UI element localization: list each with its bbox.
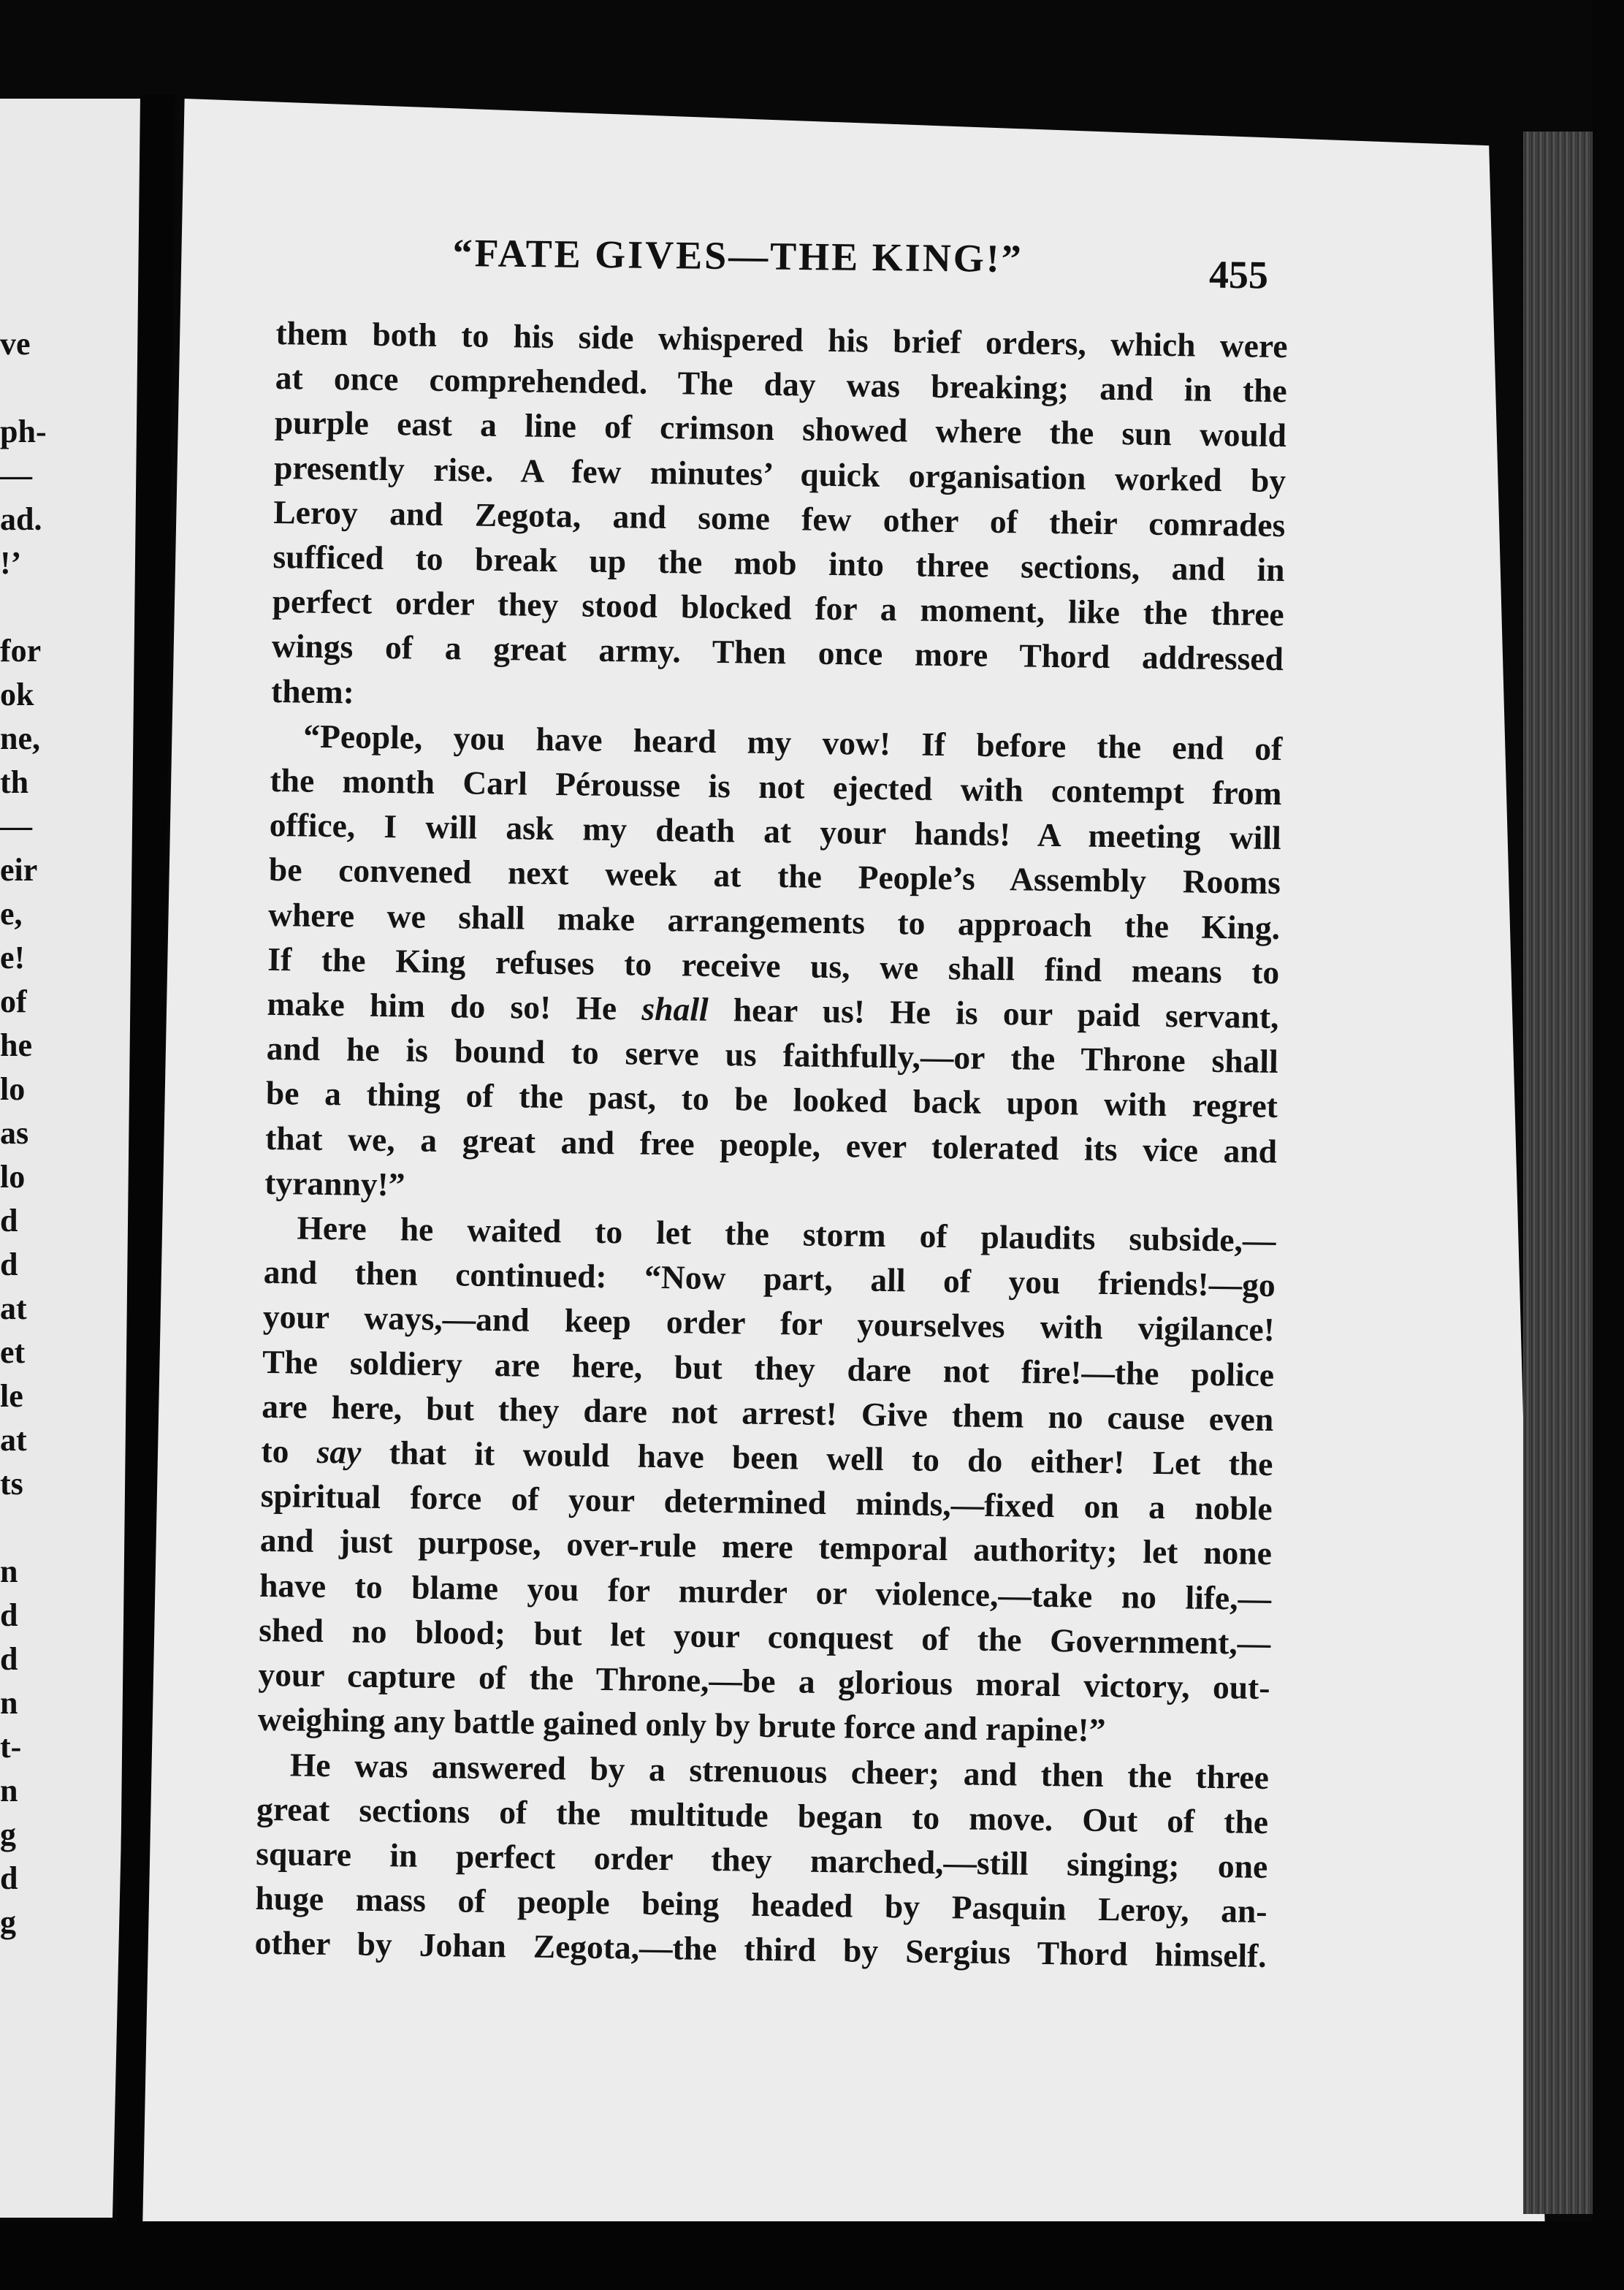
text-line: be convened next week at the People’s Assembly Rooms — [268, 851, 1281, 902]
previous-page-fragment: as — [0, 1115, 29, 1151]
previous-page-fragment: d — [0, 1641, 18, 1677]
running-head: “FATE GIVES—THE KING!” — [452, 230, 1024, 281]
text-line: other by Johan Zegota,—the third by Sergius Thord himself. — [254, 1924, 1267, 1975]
previous-page-fragment: g — [0, 1904, 16, 1940]
italic-word: shall — [641, 989, 709, 1028]
previous-page-fragment: ad. — [0, 501, 42, 537]
previous-page-fragment: — — [0, 457, 32, 493]
text-line: the month Carl Pérousse is not ejected with contempt from — [270, 761, 1282, 813]
text-line: shed no blood; but let your conquest of the Government,— — [259, 1610, 1271, 1662]
previous-page-fragment: — — [0, 808, 32, 844]
text-line: are here, but they dare not arrest! Give them no cause even — [262, 1387, 1274, 1438]
text-line: to say that it would have been well to do either! Let the — [261, 1431, 1273, 1483]
text-line: them both to his side whispered his brief orders, which were — [275, 313, 1288, 365]
previous-page-fragment: ok — [0, 677, 34, 712]
text-line: great sections of the multitude began to move. Out of the — [256, 1789, 1269, 1841]
text-line: sufficed to break up the mob into three sections, and in — [272, 537, 1285, 589]
previous-page-fragment: n — [0, 1553, 18, 1589]
previous-page-fragment: of — [0, 984, 27, 1019]
text-line: spiritual force of your determined minds,—fixed on a noble — [260, 1477, 1273, 1528]
page-number: 455 — [1208, 252, 1269, 297]
text-line: Here he waited to let the storm of plaudits subside,— — [297, 1209, 1276, 1260]
previous-page-fragment: n — [0, 1773, 18, 1808]
previous-page-fragment: at — [0, 1290, 27, 1326]
text-line: them: — [270, 672, 355, 711]
text-line: If the King refuses to receive us, we shall find means to — [267, 940, 1280, 991]
previous-page-fragment: n — [0, 1685, 18, 1721]
previous-page-fragment: eir — [0, 852, 38, 888]
text-line: that we, a great and free people, ever tolerated its vice and — [264, 1119, 1278, 1170]
previous-page-fragment: d — [0, 1860, 18, 1896]
previous-page-fragment: ne, — [0, 720, 40, 756]
previous-page-fragment: ph- — [0, 414, 47, 449]
page-block-edge — [1523, 132, 1593, 2214]
text-line: have to blame you for murder or violence,—take no life,— — [259, 1566, 1272, 1617]
previous-page-fragment: d — [0, 1203, 18, 1239]
previous-page-fragment: e, — [0, 896, 23, 932]
text-line: “People, you have heard my vow! If before the end of — [303, 717, 1283, 767]
right-border — [1593, 0, 1624, 2290]
text-line: perfect order they stood blocked for a moment, like the three — [272, 582, 1285, 634]
text-line: huge mass of people being headed by Pasquin Leroy, an- — [255, 1879, 1267, 1930]
text-line: presently rise. A few minutes’ quick organisation worked by — [273, 448, 1286, 499]
previous-page-fragment: !’ — [0, 545, 22, 581]
bottom-border — [0, 2221, 1624, 2290]
previous-page-fragment: lo — [0, 1159, 26, 1195]
previous-page-fragment: for — [0, 633, 42, 669]
previous-page-fragment: he — [0, 1027, 32, 1063]
text-line: where we shall make arrangements to approach the King. — [267, 895, 1281, 946]
text-line: and then continued: “Now part, all of you friends!—go — [263, 1253, 1276, 1304]
text-line: at once comprehended. The day was breaking; and in the — [275, 359, 1288, 410]
body-text — [254, 311, 1288, 1978]
previous-page-fragment: th — [0, 764, 29, 800]
previous-page-fragment: ts — [0, 1466, 23, 1502]
text-line: make him do so! He shall hear us! He is our paid servant, — [267, 984, 1279, 1036]
text-line: square in perfect order they marched,—still singing; one — [256, 1834, 1268, 1885]
text-line: He was answered by a strenuous cheer; and then the three — [289, 1745, 1270, 1796]
text-line: and just purpose, over-rule mere temporal authority; let none — [259, 1521, 1273, 1572]
previous-page-fragment: lo — [0, 1071, 26, 1107]
text-line: purple east a line of crimson showed where the sun would — [274, 403, 1287, 454]
text-line: Leroy and Zegota, and some few other of their comrades — [273, 492, 1286, 544]
previous-page-fragment: g — [0, 1817, 16, 1852]
previous-page-fragment: d — [0, 1597, 18, 1633]
text-line: wings of a great army. Then once more Thord addressed — [271, 627, 1284, 678]
italic-word: say — [316, 1432, 362, 1471]
text-line: The soldiery are here, but they dare not fire!—the police — [262, 1342, 1275, 1393]
previous-page-fragment: le — [0, 1378, 23, 1414]
previous-page-fragment: e! — [0, 940, 26, 975]
text-line: tyranny!” — [264, 1163, 405, 1203]
text-line: weighing any battle gained only by brute force and rapine!” — [257, 1700, 1106, 1749]
previous-page-fragment: ve — [0, 326, 31, 362]
text-line: office, I will ask my death at your hands! A meeting will — [269, 806, 1282, 857]
previous-page-fragment: at — [0, 1422, 27, 1458]
previous-page-fragment: t- — [0, 1729, 22, 1765]
previous-page-fragment: et — [0, 1334, 26, 1370]
text-line: be a thing of the past, to be looked back upon with regret — [265, 1074, 1278, 1125]
text-line: your ways,—and keep order for yourselves with vigilance! — [262, 1298, 1276, 1349]
previous-page-fragment: d — [0, 1247, 18, 1282]
text-line: and he is bound to serve us faithfully,—or the Throne shall — [266, 1030, 1278, 1081]
text-line: your capture of the Throne,—be a glorious moral victory, out- — [258, 1655, 1270, 1707]
